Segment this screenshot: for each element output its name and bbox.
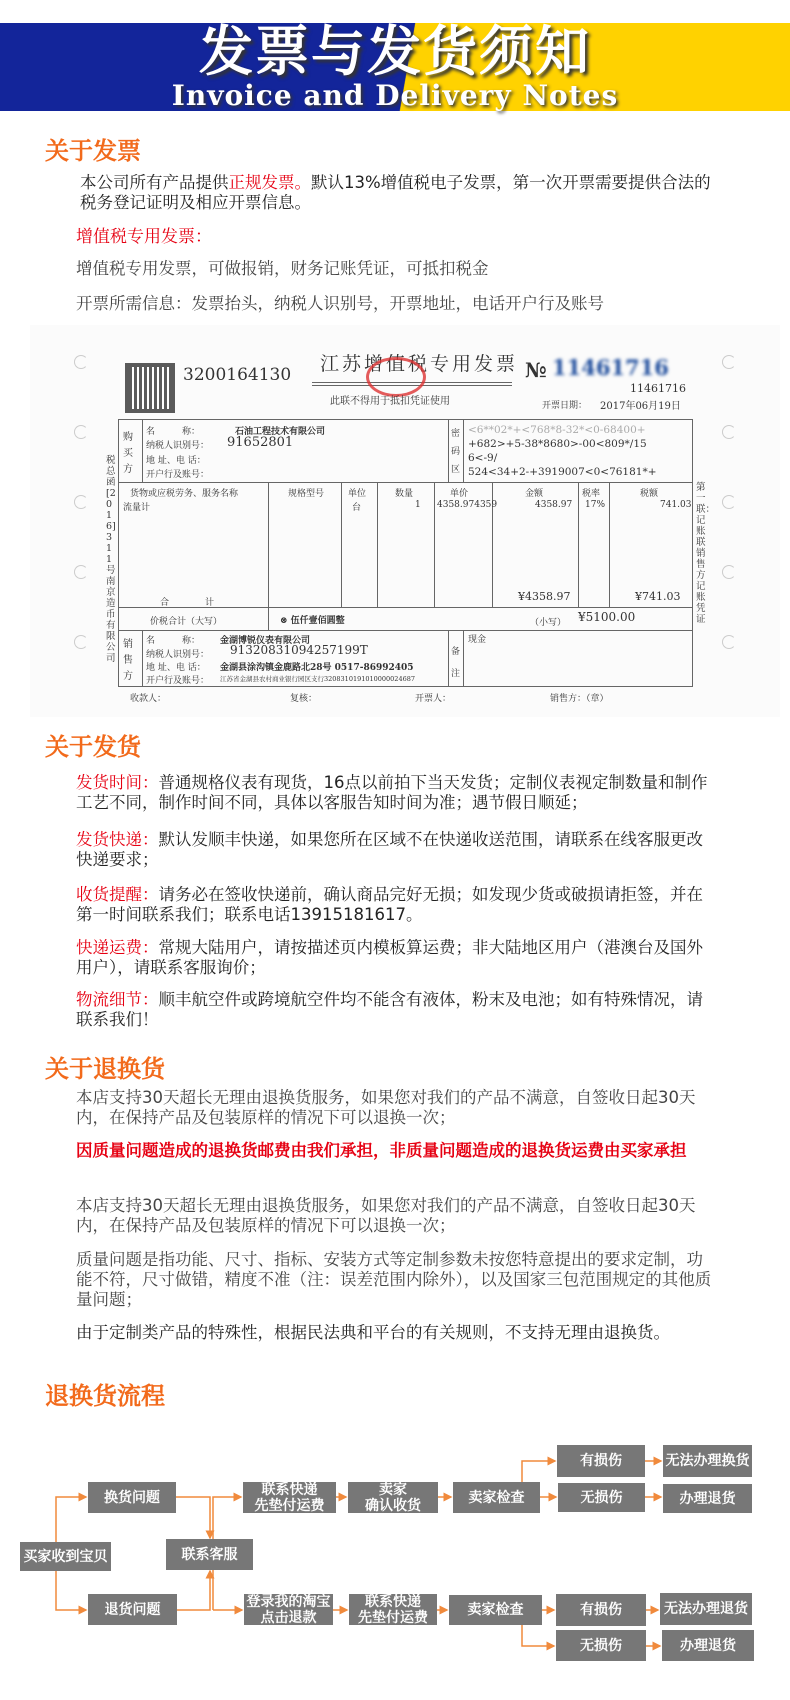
cipher-line: 524<34+2-+3919007<0<76181*+ xyxy=(468,466,657,478)
return-para-2: 本店支持30天超长无理由退换货服务，如果您对我们的产品不满意，自签收日起30天内，在保持产品及包装原样的情况下可以退换一次； xyxy=(76,1196,696,1235)
drawer-label: 开票人： xyxy=(415,694,452,704)
flow-arrow xyxy=(522,1461,555,1482)
taxid-label: 纳税人识别号： xyxy=(146,650,210,660)
seller-addr: 金湖县涂沟镇金鹿路北28号 0517-86992405 xyxy=(220,663,414,673)
sum-small: ¥5100.00 xyxy=(578,610,636,624)
sum-words: ⊗ 伍仟壹佰圆整 xyxy=(280,616,345,626)
cipher-block xyxy=(468,423,657,479)
item-rate: 17% xyxy=(585,500,606,510)
date-label: 开票日期： xyxy=(542,401,588,411)
page-subtitle: Invoice and Delivery Notes xyxy=(171,79,619,112)
return-heading: 关于退换货 xyxy=(45,1055,165,1083)
seal-label: 销售方：（章） xyxy=(550,694,609,704)
flow-step-exchange-check: 卖家检查 xyxy=(453,1482,540,1513)
remark-label: 备注 xyxy=(451,647,461,679)
delivery-item xyxy=(76,990,716,1030)
item-unit: 台 xyxy=(352,503,362,513)
delivery-item-text: 顺丰航空件或跨境航空件均不能含有液体，粉末及电池；如有特殊情况，请联系我们！ xyxy=(76,990,703,1029)
taxid-label: 纳税人识别号： xyxy=(146,441,210,451)
cipher-line: <6**02*+<768*8-32*<0-68400+ xyxy=(468,424,646,436)
flow-step-return-issue: 退货问题 xyxy=(88,1594,177,1625)
item-tax: 741.03 xyxy=(660,500,692,510)
reviewer-label: 复核： xyxy=(290,694,318,704)
invoice-heading: 关于发票 xyxy=(45,137,141,165)
intro-rest: 默认13%增值税电子发票，第一次开票需要提供合法的税务登记证明及相应开票信息。 xyxy=(80,173,711,212)
return-shipping-note: 因质量问题造成的退换货邮费由我们承担，非质量问题造成的退换货运费由买家承担 xyxy=(76,1141,687,1160)
seller-label: 销售方 xyxy=(123,639,133,682)
vat-line-2: 开票所需信息：发票抬头，纳税人识别号，开票地址，电话开户行及账号 xyxy=(76,294,604,313)
flow-arrow xyxy=(56,1571,86,1610)
flow-step-seller-confirm: 卖家 确认收货 xyxy=(348,1482,438,1513)
flow-step-return-refund: 办理退货 xyxy=(662,1630,754,1661)
addr-label: 地 址、电 话： xyxy=(146,663,206,673)
cipher-line: 6<-9/ xyxy=(468,452,498,464)
number-mark: № xyxy=(525,358,547,382)
flow-step-no-exchange: 无法办理换货 xyxy=(663,1445,752,1477)
flow-step-contact-service: 联系客服 xyxy=(166,1539,253,1570)
delivery-item xyxy=(76,885,716,925)
delivery-item xyxy=(76,830,716,870)
col-amount: 金额 xyxy=(525,489,544,499)
return-para-4: 由于定制类产品的特殊性，根据民法典和平台的有关规则，不支持无理由退换货。 xyxy=(76,1323,670,1342)
intro-highlight: 正规发票。 xyxy=(228,173,311,192)
col-name: 货物或应税劳务、服务名称 xyxy=(130,489,239,499)
flow-heading: 退换货流程 xyxy=(45,1382,165,1410)
seller-name: 金湖博锐仪表有限公司 xyxy=(220,636,311,646)
invoice-date: 2017年06月19日 xyxy=(600,401,681,412)
invoice-sample-image xyxy=(30,325,780,717)
invoice-code: 3200164130 xyxy=(183,365,292,385)
seller-bank: 江苏省金湖县农村商业银行园区支行3208310191010000024687 xyxy=(220,675,415,683)
flow-arrow xyxy=(56,1497,86,1542)
flow-step-buyer-received: 买家收到宝贝 xyxy=(20,1542,111,1571)
buyer-label: 购买方 xyxy=(123,432,133,475)
flow-step-no-return: 无法办理退货 xyxy=(660,1593,752,1625)
flow-arrow xyxy=(177,1571,210,1610)
qr-code-icon xyxy=(125,363,175,413)
return-para-1: 本店支持30天超长无理由退换货服务，如果您对我们的产品不满意，自签收日起30天内，在保持产品及包装原样的情况下可以退换一次； xyxy=(76,1088,696,1127)
seller-taxid: 91320831094257199T xyxy=(230,643,368,657)
delivery-item-text: 请务必在签收快递前，确认商品完好无损；如发现少货或破损请拒签，并在第一时间联系我们；联系电话13915181617。 xyxy=(76,885,703,924)
invoice-number-small: 11461716 xyxy=(630,382,686,395)
sum-label: 价税合计（大写） xyxy=(150,617,223,627)
cipher-line: +682>+5-38*8680>-00<809*/15 xyxy=(468,438,647,450)
flow-step-return-check: 卖家检查 xyxy=(449,1595,542,1625)
flow-step-exchange-undamaged: 无损伤 xyxy=(558,1483,645,1512)
col-price: 单价 xyxy=(450,489,469,499)
col-spec: 规格型号 xyxy=(288,489,325,499)
delivery-item-label: 发货快递： xyxy=(76,830,159,849)
invoice-number: 11461716 xyxy=(552,355,669,380)
payee-label: 收款人： xyxy=(130,694,167,704)
col-unit: 单位 xyxy=(348,489,367,499)
delivery-item-text: 默认发顺丰快递，如果您所在区域不在快递收送范围，请联系在线客服更改快递要求； xyxy=(76,830,703,869)
invoice-title: 江苏增值税专用发票 xyxy=(320,353,519,375)
buyer-name: 石油工程技术有限公司 xyxy=(235,427,326,437)
invoice-intro xyxy=(80,173,720,213)
sum-small-label: （小写） xyxy=(530,618,567,628)
delivery-item-label: 发货时间： xyxy=(76,773,159,792)
tax-stamp-icon xyxy=(366,357,426,397)
buyer-taxid: 91652801 xyxy=(227,435,294,450)
flow-step-return-damaged: 有损伤 xyxy=(556,1594,646,1626)
item-price: 4358.974359 xyxy=(437,500,498,510)
addr-label: 地 址、电 话： xyxy=(146,456,206,466)
name-label: 名 称： xyxy=(146,427,201,437)
bank-label: 开户行及账号： xyxy=(146,676,210,686)
item-qty: 1 xyxy=(415,500,421,510)
cipher-label: 密码区 xyxy=(451,429,461,475)
flow-arrow xyxy=(522,1625,554,1646)
vat-line-1: 增值税专用发票，可做报销，财务记账凭证，可抵扣税金 xyxy=(76,259,489,278)
flow-arrow xyxy=(176,1497,210,1538)
intro-text: 本公司所有产品提供 xyxy=(80,173,229,192)
delivery-heading: 关于发货 xyxy=(45,733,141,761)
delivery-item-label: 快递运费： xyxy=(76,938,159,957)
flow-step-exchange-damaged: 有损伤 xyxy=(557,1445,645,1477)
flow-step-exchange-refund: 办理退货 xyxy=(663,1484,752,1513)
page-title: 发票与发货须知 xyxy=(199,20,591,83)
col-tax: 税额 xyxy=(640,489,659,499)
name-label: 名 称： xyxy=(146,636,201,646)
total-amount: ¥4358.97 xyxy=(518,590,571,603)
flow-step-login-refund: 登录我的淘宝 点击退款 xyxy=(244,1594,333,1625)
delivery-item-text: 普通规格仪表有现货，16点以前拍下当天发货；定制仪表视定制数量和制作工艺不同，制作时间不同，具体以客服告知时间为准；遇节假日顺延； xyxy=(76,773,708,812)
printer-note: 税总函[2016]311号南京造币有限公司 xyxy=(106,455,116,664)
delivery-item-label: 收货提醒： xyxy=(76,885,159,904)
total-tax: ¥741.03 xyxy=(635,590,681,603)
invoice-note: 此联不得用于抵扣凭证使用 xyxy=(330,396,450,407)
total-label: 合 计 xyxy=(160,598,215,608)
delivery-item-text: 常规大陆用户，请按描述页内模板算运费；非大陆地区用户（港澳台及国外用户），请联系客服询价； xyxy=(76,938,703,977)
col-rate: 税率 xyxy=(582,489,601,499)
delivery-item-label: 物流细节： xyxy=(76,990,159,1009)
flow-step-exchange-ship: 联系快递 先垫付运费 xyxy=(243,1482,336,1513)
copy-note: 第一联：记账联 销售方记账凭证 xyxy=(696,482,716,625)
return-para-3: 质量问题是指功能、尺寸、指标、安装方式等定制参数未按您特意提出的要求定制，功能不符，尺寸做错，精度不准（注：误差范围内除外），以及国家三包范围规定的其他质量问题； xyxy=(76,1250,712,1309)
bank-label: 开户行及账号： xyxy=(146,470,210,480)
flow-step-return-undamaged: 无损伤 xyxy=(556,1630,646,1661)
remark-value: 现金 xyxy=(468,635,487,645)
vat-heading: 增值税专用发票： xyxy=(76,227,212,247)
item-amount: 4358.97 xyxy=(535,500,573,510)
flow-step-return-ship: 联系快递 先垫付运费 xyxy=(349,1594,437,1625)
flow-step-exchange-issue: 换货问题 xyxy=(88,1482,176,1513)
item-name: 流量计 xyxy=(123,503,151,513)
delivery-item xyxy=(76,773,716,813)
delivery-item xyxy=(76,938,716,978)
col-qty: 数量 xyxy=(395,489,414,499)
